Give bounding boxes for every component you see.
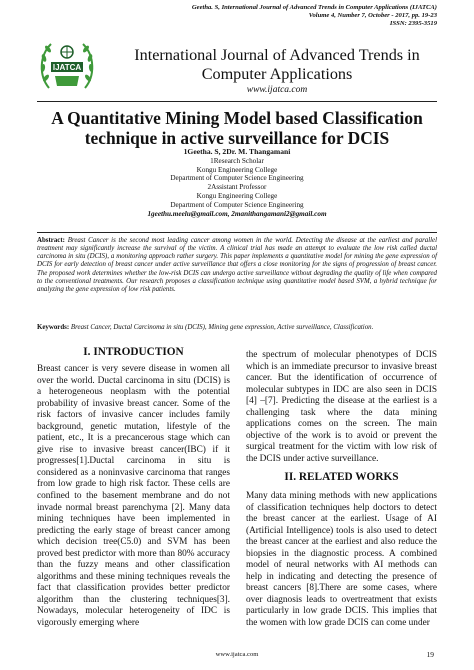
header-line-2: Volume 4, Number 7, October - 2017, pp. 19-23 bbox=[308, 12, 437, 20]
header-line-1: Geetha. S, International Journal of Advanced Trends in Computer Applications (IJATCA) bbox=[191, 4, 437, 11]
paper-title: A Quantitative Mining Model based Classification technique in active surveillance for DCIS bbox=[51, 108, 423, 148]
abstract-text: Breast Cancer is the second most leading cancer among women in the world. Detecting the disease at the earliest and parallel treatment may significantly increase the survival of the victim. A clinical trial has made an attempt to evaluate the low risk called ductal carcinoma in situ (DCIS), a monitoring approach rather surgery. This paper implements a quantitative model for mining the gene expression of DCIS for early detection of breast cancer under active surveillance that offers a close monitoring for the signs of progression of breast cancer. The proposed work determines whether the low-risk DCIS can undergo active surveillance without degrading the quality of life when compared to the conventional treatments. Our research proposes a classification technique using quantitative model based SVM, a hybrid technique for analyzing the gene expression of low risk patients. bbox=[37, 237, 437, 293]
abstract-label: Abstract: bbox=[37, 237, 65, 244]
laurel-logo-icon bbox=[37, 36, 97, 94]
author-names: 1Geetha. S, 2Dr. M. Thangamani bbox=[183, 147, 291, 156]
intro-paragraph-right bbox=[246, 350, 437, 465]
running-header bbox=[192, 4, 437, 29]
keywords bbox=[37, 324, 437, 332]
author-2-role: 2Assistant Professor bbox=[207, 183, 267, 192]
author-emails[interactable]: 1geethu.meelu@gmail.com, 2manithangamani2@gmail.com bbox=[147, 209, 327, 218]
footer-url[interactable]: www.ijatca.com bbox=[215, 651, 259, 658]
intro-text: Breast cancer is very severe disease in women all over the world. Ductal carcinoma in situ (DCIS) is a heterogeneous neoplasm with the potential probability of invasive breast cancer. Some of the risk factors of invasive cancer includes family background, genetic mutation, lifestyle of the patient, etc., It is a precancerous stage which can give rise to invasive breast cancer(IBC) if it progresses[1].Ductal carcinoma in situ is considered as a noninvasive carcinoma that ranges from low grade to high risk factor. These cells are confined to the basement membrane and do not invade normal breast parenchyma [2]. Many data mining techniques have been implemented in predicting the early stage of breast cancer among which decision tree(C5.0) and SVM has been proved best predictor with more than 80% accuracy than the fuzzy means and other classification algorithms and these mining techniques reveals the fact that classification provides better predictor algorithm than the clustering techniques[3]. Nowadays, molecular heterogeneity of IDC is vigorously emerging where bbox=[37, 364, 230, 629]
header-divider bbox=[37, 101, 437, 102]
page-number: 19 bbox=[426, 650, 434, 659]
keywords-text: Breast Cancer, Ductal Carcinoma in situ (DCIS), Mining gene expression, Active surveillance, Classification. bbox=[70, 324, 374, 331]
section-2-heading: II. RELATED WORKS bbox=[284, 471, 399, 483]
header-line-3: ISSN: 2395-3519 bbox=[389, 20, 437, 28]
keywords-label: Keywords: bbox=[37, 324, 70, 331]
abstract bbox=[37, 237, 437, 294]
related-works-text: Many data mining methods with new applications of classification techniques help doctors to detect the breast cancer at the earliest. Usage of AI (Artificial Intelligence) tools is also used to detect the breast cancer at the earliest and also reduce the biopsies in the diagnostic process. A combined model of neural networks with AI methods can help in indicating and detecting the presence of breast cancers [8].There are some cases, where over diagnosis leads to overtreatment that exists particularly in low grade DCIS. This implies that the women with low grade DCIS can come under bbox=[246, 491, 437, 629]
author-1-dept: Department of Computer Science Engineering bbox=[170, 174, 304, 183]
section-1-heading: I. INTRODUCTION bbox=[83, 346, 184, 358]
author-2-org: Kongu Engineering College bbox=[196, 191, 278, 200]
svg-text:IJATCA: IJATCA bbox=[52, 63, 82, 72]
intro-text-continued: the spectrum of molecular phenotypes of DCIS which is an immediate precursor to invasive breast cancer. But the identification of occurrence of molecular subtypes in IDC are also seen in DCIS [4] –[7]. Predicting the disease at the earliest is a challenging task where the data mining applications comes on the screen. The main objective of the work is to avoid or prevent the surgical treatment for the victim with low risk of the DCIS under active surveillance. bbox=[246, 350, 437, 464]
author-block bbox=[37, 148, 437, 218]
author-1-role: 1Research Scholar bbox=[210, 156, 264, 165]
journal-logo bbox=[37, 36, 97, 94]
author-1-org: Kongu Engineering College bbox=[196, 165, 278, 174]
intro-paragraph-left bbox=[37, 364, 230, 630]
journal-url[interactable]: www.ijatca.com bbox=[246, 85, 308, 95]
related-works-paragraph bbox=[246, 491, 437, 630]
author-2-dept: Department of Computer Science Engineering bbox=[170, 200, 304, 209]
abstract-top-divider bbox=[37, 232, 437, 233]
journal-title: International Journal of Advanced Trends in Computer Applications bbox=[134, 46, 420, 83]
